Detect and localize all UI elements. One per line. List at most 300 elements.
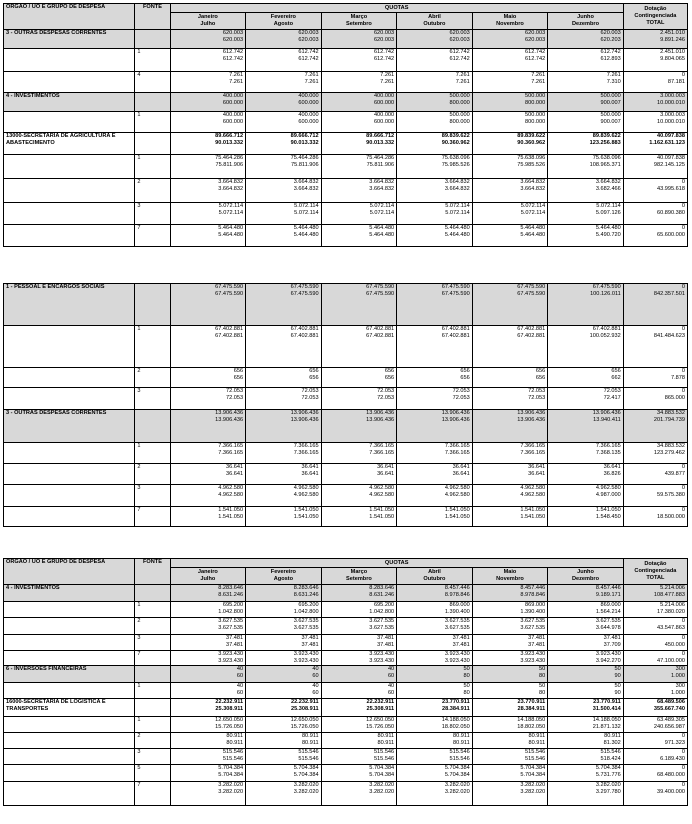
- value-text: 656: [309, 375, 319, 381]
- quota-cell: [472, 49, 548, 72]
- value-text: 3.923.430: [218, 658, 244, 664]
- header-month-6: [548, 568, 624, 585]
- value-text: 656: [233, 375, 244, 381]
- value-text: 5.704.384: [444, 772, 470, 778]
- quota-cell: [548, 651, 624, 666]
- value-text: 40.097.838: [657, 155, 685, 161]
- value-text: 3.627.535: [218, 618, 244, 624]
- quota-cell: [246, 225, 322, 247]
- quota-cell: [246, 30, 322, 49]
- value-text: 108.965.371: [589, 162, 621, 168]
- value-text: 656: [460, 368, 470, 374]
- quota-cell: [397, 203, 473, 225]
- quota-cell: [170, 49, 246, 72]
- quota-cell: [472, 443, 548, 464]
- value-text: 7.366.165: [369, 450, 395, 456]
- value-text: 67.402.881: [215, 326, 244, 332]
- value-text: 620.003: [298, 30, 319, 36]
- value-text: 4.962.580: [595, 485, 621, 491]
- value-text: 123.256.883: [589, 140, 621, 146]
- quota-cell: [246, 368, 322, 388]
- row-label: [4, 112, 135, 133]
- quota-cell: [397, 507, 473, 527]
- value-text: 869.000: [525, 602, 546, 608]
- value-text: 89.666.712: [290, 133, 319, 139]
- value-text: 7.261: [380, 72, 395, 78]
- value-text: 1.390.400: [444, 609, 470, 615]
- quota-cell: [397, 485, 473, 507]
- value-text: 68.489.506: [657, 699, 685, 705]
- value-text: 0: [681, 765, 685, 771]
- value-text: 89.839.622: [517, 133, 546, 139]
- value-text: 5.704.384: [293, 772, 319, 778]
- value-text: 0: [681, 733, 685, 739]
- quota-cell: [397, 464, 473, 485]
- value-text: 240.656.987: [653, 724, 685, 730]
- value-text: 1.541.050: [293, 507, 319, 513]
- quota-cell: [321, 683, 397, 699]
- value-text: 23.770.911: [442, 699, 470, 705]
- quota-cell: [472, 635, 548, 651]
- value-text: 515.546: [373, 749, 395, 755]
- value-text: 612.742: [373, 49, 395, 55]
- value-text: 7.366.165: [369, 443, 395, 449]
- value-text: Novembro: [496, 576, 524, 582]
- value-text: 1.541.050: [369, 507, 395, 513]
- value-text: 600.000: [298, 119, 319, 125]
- quota-cell: [472, 717, 548, 733]
- value-text: 7.366.165: [520, 450, 546, 456]
- fonte-row: [4, 717, 688, 733]
- value-text: 50: [539, 666, 546, 672]
- value-text: 1.541.050: [520, 514, 546, 520]
- quota-cell: [246, 72, 322, 93]
- value-text: 1.541.050: [369, 514, 395, 520]
- value-text: 3.297.780: [595, 789, 621, 795]
- row-label: [4, 464, 135, 485]
- value-text: 869.000: [449, 602, 470, 608]
- value-text: 28.384.911: [517, 706, 546, 712]
- row-label: [4, 507, 135, 527]
- quota-cell: [246, 443, 322, 464]
- value-text: 3.664.832: [520, 179, 546, 185]
- header-dotacao: Dotação Contingenciada TOTAL: [623, 559, 687, 585]
- value-text: 3.627.535: [520, 625, 546, 631]
- fonte-row: [4, 485, 688, 507]
- quota-cell: [548, 155, 624, 179]
- quota-cell: [548, 30, 624, 49]
- value-text: 5.072.114: [369, 203, 395, 209]
- quota-cell: [170, 699, 246, 717]
- value-text: 47.100.000: [657, 658, 685, 664]
- value-text: 3.282.020: [293, 789, 319, 795]
- value-text: 500.000: [449, 112, 470, 118]
- quota-cell: [246, 410, 322, 443]
- value-text: 75.811.906: [291, 162, 319, 168]
- value-text: 0: [681, 72, 685, 78]
- fonte-row: [4, 326, 688, 368]
- value-text: 620.003: [222, 37, 244, 43]
- value-text: 90.013.332: [366, 140, 395, 146]
- quota-cell: [170, 30, 246, 49]
- dotacao-total: [623, 464, 687, 485]
- value-text: 72.053: [452, 395, 470, 401]
- dotacao-total: [623, 155, 687, 179]
- value-text: 7.366.165: [293, 450, 319, 456]
- value-text: 60: [312, 690, 319, 696]
- fonte-code: 1: [135, 717, 170, 733]
- value-text: 0: [681, 388, 685, 394]
- value-text: 1.541.050: [595, 507, 621, 513]
- quota-cell: [170, 155, 246, 179]
- value-text: 5.464.480: [218, 225, 244, 231]
- row-label: 4 - INVESTIMENTOS: [4, 585, 135, 602]
- value-text: 22.232.911: [290, 699, 319, 705]
- quota-cell: [321, 585, 397, 602]
- fonte-code: 7: [135, 651, 170, 666]
- quota-cell: [170, 733, 246, 749]
- value-text: 612.742: [525, 56, 546, 62]
- value-text: 5.704.384: [444, 765, 470, 771]
- value-text: 9.189.171: [595, 592, 621, 598]
- value-text: 13.906.436: [517, 417, 546, 423]
- quota-cell: [548, 203, 624, 225]
- value-text: 5.072.114: [520, 203, 546, 209]
- fonte-row: [4, 225, 688, 247]
- value-text: 60: [236, 673, 244, 679]
- quota-cell: [472, 602, 548, 618]
- quota-cell: [472, 72, 548, 93]
- value-text: 10.000.010: [657, 119, 685, 125]
- value-text: Agosto: [273, 21, 293, 27]
- value-text: 50: [614, 666, 621, 672]
- value-text: 612.742: [449, 49, 470, 55]
- quota-cell: [472, 749, 548, 765]
- value-text: 60.890.380: [657, 210, 685, 216]
- quota-cell: [472, 326, 548, 368]
- value-text: 7.261: [606, 72, 621, 78]
- value-text: 5.072.114: [369, 210, 395, 216]
- value-text: 5.704.384: [520, 772, 546, 778]
- value-text: 1.548.450: [595, 514, 621, 520]
- value-text: 9.804.065: [660, 56, 685, 62]
- quota-cell: [170, 765, 246, 782]
- value-text: 90: [614, 690, 621, 696]
- dotacao-total: [623, 618, 687, 635]
- quota-cell: [397, 602, 473, 618]
- value-text: 3.282.020: [218, 789, 244, 795]
- quota-cell: [397, 717, 473, 733]
- value-text: 36.641: [226, 471, 244, 477]
- value-text: 620.003: [373, 37, 395, 43]
- value-text: 515.546: [222, 749, 244, 755]
- group-row: [4, 133, 688, 155]
- value-text: 0: [681, 203, 685, 209]
- quota-cell: [170, 585, 246, 602]
- value-text: 5.704.384: [293, 765, 319, 771]
- row-label: 3 - OUTRAS DESPESAS CORRENTES: [4, 30, 135, 49]
- quota-cell: [472, 464, 548, 485]
- value-text: 5.464.480: [218, 232, 244, 238]
- value-text: 3.923.430: [520, 658, 546, 664]
- quota-cell: [321, 485, 397, 507]
- quota-cell: [397, 733, 473, 749]
- value-text: 1.541.050: [444, 507, 470, 513]
- value-text: 50: [463, 666, 470, 672]
- value-text: 400.000: [373, 112, 395, 118]
- quota-cell: [246, 179, 322, 203]
- value-text: 500.000: [449, 93, 470, 99]
- header-fonte: FONTE: [135, 559, 170, 585]
- value-text: 4.987.000: [595, 492, 621, 498]
- value-text: 612.742: [298, 56, 319, 62]
- value-text: 4.962.580: [218, 492, 244, 498]
- value-text: 400.000: [222, 112, 244, 118]
- quota-cell: [170, 749, 246, 765]
- value-text: 37.481: [301, 635, 319, 641]
- value-text: 400.000: [298, 93, 319, 99]
- value-text: 3.923.430: [444, 658, 470, 664]
- value-text: 5.464.480: [369, 232, 395, 238]
- value-text: 40: [312, 666, 319, 672]
- quota-cell: [548, 93, 624, 112]
- quota-cell: [170, 464, 246, 485]
- value-text: Dezembro: [571, 21, 600, 27]
- group-row: [4, 585, 688, 602]
- quota-cell: [321, 179, 397, 203]
- quota-cell: [170, 635, 246, 651]
- value-text: 4.962.580: [369, 485, 395, 491]
- value-text: 515.546: [222, 756, 244, 762]
- value-text: 36.641: [301, 464, 319, 470]
- row-label: [4, 203, 135, 225]
- header-month-2: [246, 13, 322, 30]
- header-fonte: FONTE: [135, 4, 170, 30]
- fonte-code: 7: [135, 782, 170, 806]
- value-text: 72.053: [452, 388, 470, 394]
- quota-cell: [472, 507, 548, 527]
- row-label: [4, 765, 135, 782]
- header-month-5: [472, 568, 548, 585]
- value-text: 12.650.050: [290, 717, 319, 723]
- quota-cell: [472, 30, 548, 49]
- value-text: 90.360.962: [441, 140, 470, 146]
- value-text: 1.042.800: [293, 609, 319, 615]
- quota-cell: [321, 464, 397, 485]
- fonte-row: [4, 72, 688, 93]
- value-text: 72.053: [226, 388, 244, 394]
- value-text: 4.962.580: [444, 492, 470, 498]
- quota-cell: [397, 683, 473, 699]
- value-text: 60: [387, 673, 395, 679]
- quota-cell: [170, 133, 246, 155]
- fonte-code: [135, 699, 170, 717]
- value-text: 37.481: [528, 635, 546, 641]
- value-text: 5.072.114: [445, 203, 470, 209]
- value-text: 40: [312, 683, 319, 689]
- value-text: 67.475.590: [592, 284, 621, 290]
- value-text: 971.323: [664, 740, 685, 746]
- quota-cell: [397, 585, 473, 602]
- value-text: 3.282.020: [293, 782, 319, 788]
- value-text: 3.923.430: [293, 658, 319, 664]
- quota-cell: [472, 368, 548, 388]
- quota-cell: [170, 666, 246, 683]
- value-text: 37.481: [226, 635, 244, 641]
- value-text: 80.911: [377, 733, 395, 739]
- quota-cell: [548, 683, 624, 699]
- value-text: Julho: [200, 576, 216, 582]
- value-text: 3.664.832: [444, 179, 470, 185]
- value-text: 515.546: [600, 749, 621, 755]
- value-text: 75.811.906: [215, 162, 244, 168]
- value-text: 600.000: [222, 119, 244, 125]
- value-text: Outubro: [423, 21, 446, 27]
- value-text: 3.282.020: [369, 789, 395, 795]
- quota-cell: [246, 155, 322, 179]
- row-label: 16000-SECRETARIA DE LOGÍSTICA E TRANSPORTES: [4, 699, 135, 717]
- quota-cell: [246, 485, 322, 507]
- header-month-4: [397, 13, 473, 30]
- row-label: 4 - INVESTIMENTOS: [4, 93, 135, 112]
- group-row: [4, 666, 688, 683]
- value-text: 3.627.535: [595, 618, 621, 624]
- value-text: 8.631.246: [369, 592, 395, 598]
- value-text: 5.464.480: [520, 232, 546, 238]
- quota-cell: [472, 388, 548, 410]
- quota-table-1: [3, 3, 688, 247]
- value-text: 3.923.430: [520, 651, 546, 657]
- quota-cell: [397, 155, 473, 179]
- value-text: 68.480.000: [657, 772, 685, 778]
- value-text: 90.013.332: [290, 140, 319, 146]
- dotacao-total: [623, 72, 687, 93]
- quota-cell: [246, 765, 322, 782]
- value-text: 1.000: [671, 690, 685, 696]
- value-text: 36.641: [301, 471, 319, 477]
- quota-cell: [170, 225, 246, 247]
- value-text: 500.000: [600, 93, 621, 99]
- quota-cell: [170, 326, 246, 368]
- fonte-code: 5: [135, 765, 170, 782]
- value-text: 80.911: [453, 740, 470, 746]
- value-text: 50: [539, 683, 546, 689]
- quota-cell: [246, 585, 322, 602]
- value-text: 620.003: [449, 30, 470, 36]
- value-text: Maio: [503, 14, 517, 20]
- value-text: 7.878: [671, 375, 685, 381]
- quota-cell: [321, 93, 397, 112]
- value-text: 612.742: [525, 49, 546, 55]
- value-text: 982.145.125: [653, 162, 685, 168]
- value-text: 7.366.165: [293, 443, 319, 449]
- quota-cell: [246, 666, 322, 683]
- row-label: [4, 388, 135, 410]
- quota-cell: [321, 782, 397, 806]
- value-text: 67.402.881: [290, 326, 319, 332]
- value-text: 1.042.800: [218, 609, 244, 615]
- value-text: 90: [614, 673, 621, 679]
- value-text: 5.464.480: [520, 225, 546, 231]
- value-text: 67.475.590: [517, 284, 546, 290]
- value-text: 7.261: [229, 72, 244, 78]
- quota-table-2: [3, 283, 688, 527]
- quota-cell: [397, 765, 473, 782]
- quota-cell: [548, 112, 624, 133]
- value-text: 620.003: [222, 30, 244, 36]
- quota-cell: [321, 733, 397, 749]
- value-text: 3.923.430: [218, 651, 244, 657]
- value-text: 36.641: [603, 464, 621, 470]
- value-text: 13.906.436: [517, 410, 546, 416]
- row-label: [4, 651, 135, 666]
- quota-cell: [472, 618, 548, 635]
- header-month-4: [397, 568, 473, 585]
- value-text: 612.742: [222, 56, 244, 62]
- value-text: 612.742: [449, 56, 470, 62]
- value-text: 81.302: [603, 740, 621, 746]
- quota-cell: [170, 443, 246, 464]
- dotacao-total: [623, 683, 687, 699]
- value-text: Janeiro: [197, 14, 218, 20]
- fonte-row: [4, 749, 688, 765]
- quota-cell: [548, 388, 624, 410]
- value-text: 3.923.430: [595, 651, 621, 657]
- value-text: 3.664.832: [444, 186, 470, 192]
- value-text: 13.906.436: [592, 410, 621, 416]
- value-text: 40: [387, 666, 395, 672]
- quota-cell: [321, 443, 397, 464]
- quota-cell: [321, 765, 397, 782]
- value-text: 75.464.286: [366, 155, 395, 161]
- fonte-row: [4, 49, 688, 72]
- quota-cell: [321, 635, 397, 651]
- quota-cell: [246, 464, 322, 485]
- group-row: [4, 93, 688, 112]
- value-text: 75.638.096: [441, 155, 470, 161]
- value-text: 13.940.411: [593, 417, 621, 423]
- value-text: Novembro: [496, 21, 524, 27]
- quota-cell: [548, 284, 624, 326]
- value-text: 7.366.165: [520, 443, 546, 449]
- fonte-code: 1: [135, 326, 170, 368]
- value-text: 656: [233, 368, 244, 374]
- quota-cell: [548, 410, 624, 443]
- value-text: 14.188.050: [592, 717, 621, 723]
- row-label: [4, 443, 135, 464]
- value-text: 300: [675, 683, 685, 689]
- fonte-row: [4, 651, 688, 666]
- value-text: 13.906.436: [366, 417, 395, 423]
- dotacao-total: [623, 485, 687, 507]
- quota-cell: [246, 133, 322, 155]
- value-text: 67.402.881: [592, 326, 621, 332]
- value-text: 14.188.050: [441, 717, 470, 723]
- dotacao-total: [623, 635, 687, 651]
- quota-cell: [246, 717, 322, 733]
- value-text: 12.650.050: [366, 717, 395, 723]
- value-text: 1.541.050: [218, 507, 244, 513]
- value-text: 1.541.050: [520, 507, 546, 513]
- value-text: 31.500.414: [592, 706, 621, 712]
- value-text: 5.464.480: [369, 225, 395, 231]
- value-text: 3.664.832: [218, 179, 244, 185]
- quota-cell: [246, 284, 322, 326]
- fonte-code: [135, 666, 170, 683]
- value-text: 6.189.430: [660, 756, 685, 762]
- value-text: 72.417: [603, 395, 621, 401]
- row-label: [4, 368, 135, 388]
